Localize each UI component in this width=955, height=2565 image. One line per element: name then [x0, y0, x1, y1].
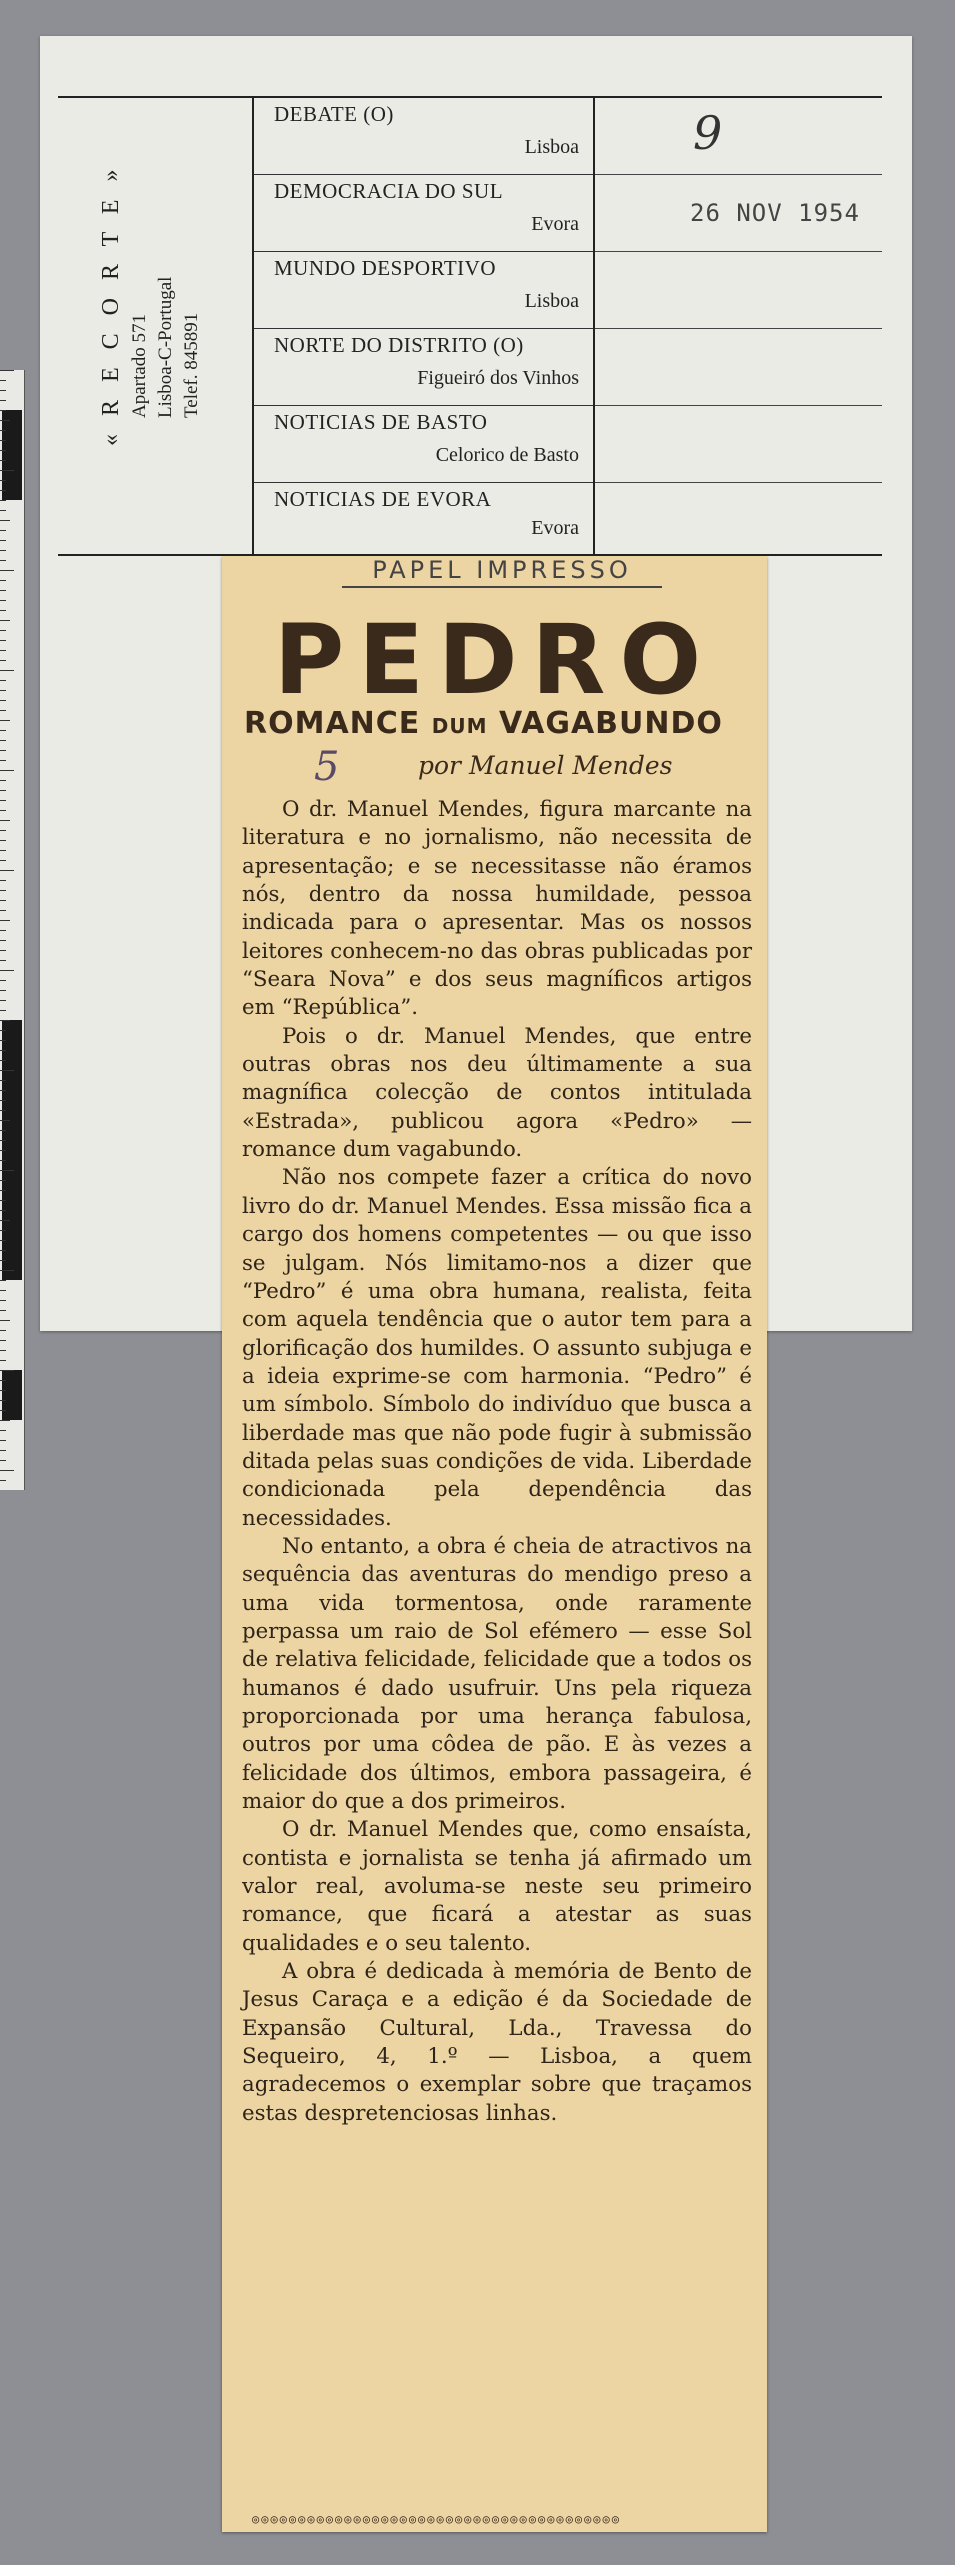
ruler-tick	[0, 980, 6, 981]
ruler-tick	[0, 1280, 6, 1281]
newspaper-row	[254, 252, 593, 329]
ruler-tick	[0, 570, 14, 571]
ruler-tick	[0, 1100, 6, 1101]
ruler-tick	[0, 1290, 6, 1291]
ruler-tick	[0, 1240, 6, 1241]
handwritten-number: 9	[693, 106, 723, 160]
newspaper-city: Evora	[531, 517, 579, 539]
article-paragraph: No entanto, a obra é cheia de atractivos na sequência das aventuras do mendigo preso a uma vida tormentosa, onde raramente perpassa um raio de Sol efémero — esse Sol de relativa felicidade, felicidade que a todos os humanos é dado usufruir. Uns pela riqueza proporcionada por uma herança fabulosa, outros por uma côdea de pão. E às vezes a felicidade dos últimos, embora passageira, é maior do que a dos primeiros.	[242, 1533, 752, 1815]
ruler-tick	[0, 450, 6, 451]
ruler-tick	[0, 580, 6, 581]
ruler-tick	[0, 1150, 6, 1151]
newspaper-name: NOTICIAS DE BASTO	[274, 410, 488, 434]
ruler-tick	[0, 510, 6, 511]
newspaper-row	[254, 329, 593, 406]
row-divider	[595, 405, 882, 406]
ruler-tick	[0, 370, 14, 371]
ruler-tick	[0, 1040, 6, 1041]
ruler-tick	[0, 600, 6, 601]
article-paragraph: O dr. Manuel Mendes que, como ensaísta, contista e jornalista se tenha já afirmado um valor real, avoluma-se neste seu primeiro romance, que ficará a atestar as suas qualidades e o seu talento.	[242, 1817, 752, 1956]
ruler-tick	[0, 540, 6, 541]
row-divider	[595, 328, 882, 329]
service-city: Lisboa-C-Portugal	[155, 276, 176, 418]
newspaper-row	[254, 98, 593, 175]
ruler-tick	[0, 680, 6, 681]
ruler-tick	[0, 610, 6, 611]
ruler-tick	[0, 790, 6, 791]
decorative-border: ◎◎◎◎◎◎◎◎◎◎◎◎◎◎◎◎◎◎◎◎◎◎◎◎◎◎◎◎◎◎◎◎◎◎◎◎◎◎◎◎	[252, 2512, 621, 2526]
clipping-service-address	[95, 86, 205, 446]
ruler-tick	[0, 1270, 14, 1271]
ruler-tick	[0, 1450, 6, 1451]
ruler-tick	[0, 1050, 6, 1051]
ruler-tick	[0, 480, 6, 481]
ruler-tick	[0, 530, 6, 531]
newspaper-name: DEMOCRACIA DO SUL	[274, 179, 504, 203]
ruler-tick	[0, 500, 6, 501]
ruler-tick	[0, 870, 14, 871]
date-stamp: 26 NOV 1954	[690, 199, 860, 227]
article-paragraph: Pois o dr. Manuel Mendes, que entre outras obras nos deu últimamente a sua magnífica colecção de contos intitulada «Estrada», publicou agora «Pedro» — romance dum vagabundo.	[242, 1023, 752, 1163]
ruler-tick	[0, 950, 6, 951]
subhead-part: VAGABUNDO	[487, 706, 723, 741]
ruler-tick	[0, 460, 6, 461]
subhead-part: ROMANCE	[244, 706, 432, 741]
ruler-tick	[0, 690, 6, 691]
pencil-mark: 5	[314, 744, 340, 790]
ruler-tick	[0, 1110, 6, 1111]
ruler-tick	[0, 1090, 6, 1091]
newspaper-row	[254, 483, 593, 553]
newspaper-row	[254, 406, 593, 483]
article-byline: por Manuel Mendes	[418, 751, 673, 780]
ruler-tick	[0, 750, 6, 751]
ruler-tick	[0, 630, 6, 631]
ruler-tick	[0, 1430, 6, 1431]
ruler-tick	[0, 1320, 10, 1321]
newspaper-clipping	[222, 556, 767, 2532]
ruler-tick	[0, 1190, 6, 1191]
article-paragraph: O dr. Manuel Mendes, figura marcante na literatura e no jornalismo, não necessita de apresentação; e se necessitasse não éramos nós, dentro da nossa humildade, pessoa indicada para o apresentar. Mas os nossos leitores conhecem-no das obras publicadas por “Seara Nova” e dos seus magníficos artigos em “República”.	[242, 797, 752, 1021]
article-headline: PEDRO	[273, 604, 716, 716]
section-label: PAPEL IMPRESSO	[342, 556, 662, 588]
ruler-tick	[0, 1440, 6, 1441]
ruler-tick	[0, 1020, 10, 1021]
ruler-tick	[0, 1300, 6, 1301]
ruler-tick	[0, 1310, 6, 1311]
ruler-tick	[0, 1200, 6, 1201]
subhead-part: DUM	[431, 714, 488, 738]
ruler-tick	[0, 830, 6, 831]
ruler-tick	[0, 730, 6, 731]
row-divider	[595, 174, 882, 175]
ruler-tick	[0, 590, 6, 591]
ruler-tick	[0, 1180, 6, 1181]
ruler-tick	[0, 1160, 6, 1161]
article-paragraph: Não nos compete fazer a crítica do novo livro do dr. Manuel Mendes. Essa missão fica a cargo dos homens competentes — ou que isso se julgam. Nós limitamo-nos a dizer que “Pedro” é uma obra humana, realista, feita com aquela tendência que o autor tem para a glorificação dos humildes. O assunto subjuga e a ideia exprime-se com harmonia. “Pedro” é um símbolo. Símbolo do indivíduo que busca a liberdade mas que não pode fugir à submissão ditada pelas suas condições de vida. Liberdade condicionada pela dependência das necessidades.	[242, 1165, 752, 1531]
ruler-tick	[0, 970, 14, 971]
ruler-tick	[0, 720, 10, 721]
ruler-tick	[0, 400, 6, 401]
ruler-tick	[0, 1410, 6, 1411]
ruler-tick	[0, 1390, 6, 1391]
ruler-tick	[0, 1420, 10, 1421]
article-paragraph: A obra é dedicada à memória de Bento de Jesus Caraça e a edição é da Sociedade de Expansão Cultural, Lda., Travessa do Sequeiro, 4, 1.º — Lisboa, a quem agradecemos o exemplar sobre que traçamos estas despretenciosas linhas.	[242, 1959, 752, 2126]
ruler-tick	[0, 1120, 10, 1121]
ruler-tick	[0, 640, 6, 641]
ruler-tick	[0, 1080, 6, 1081]
ruler-tick	[0, 1210, 6, 1211]
measuring-ruler	[0, 370, 25, 1490]
ruler-tick	[0, 670, 14, 671]
ruler-tick	[0, 390, 6, 391]
ruler-tick	[0, 920, 10, 921]
ruler-tick	[0, 1360, 6, 1361]
ruler-tick	[0, 650, 6, 651]
ruler-tick	[0, 1250, 6, 1251]
ruler-tick	[0, 1400, 6, 1401]
ruler-tick	[0, 1130, 6, 1131]
newspaper-name: MUNDO DESPORTIVO	[274, 256, 496, 280]
ruler-tick	[0, 820, 10, 821]
ruler-tick	[0, 560, 6, 561]
newspaper-city: Evora	[531, 213, 579, 235]
newspaper-row	[254, 175, 593, 252]
ruler-block	[2, 410, 22, 500]
row-divider	[595, 251, 882, 252]
ruler-tick	[0, 1030, 6, 1031]
newspaper-city: Lisboa	[524, 136, 579, 158]
ruler-tick	[0, 850, 6, 851]
ruler-block	[2, 1370, 22, 1420]
ruler-tick	[0, 1470, 14, 1471]
ruler-tick	[0, 800, 6, 801]
ruler-tick	[0, 930, 6, 931]
service-phone: Telef. 845891	[181, 312, 202, 418]
ruler-tick	[0, 380, 6, 381]
newspaper-city: Celorico de Basto	[435, 444, 579, 466]
ruler-tick	[0, 430, 6, 431]
ruler-tick	[0, 1220, 10, 1221]
ruler-tick	[0, 1340, 6, 1341]
ruler-tick	[0, 1010, 6, 1011]
ruler-tick	[0, 910, 6, 911]
ruler-tick	[0, 860, 6, 861]
ruler-tick	[0, 660, 6, 661]
ruler-tick	[0, 1170, 14, 1171]
ruler-tick	[0, 900, 6, 901]
article-body	[242, 796, 752, 2128]
ruler-tick	[0, 520, 10, 521]
ruler-tick	[0, 550, 6, 551]
ruler-tick	[0, 710, 6, 711]
ruler-tick	[0, 890, 6, 891]
ruler-tick	[0, 410, 6, 411]
ruler-tick	[0, 780, 6, 781]
ruler-tick	[0, 1070, 14, 1071]
ruler-tick	[0, 620, 10, 621]
newspaper-name: NOTICIAS DE EVORA	[274, 487, 492, 511]
ruler-tick	[0, 1350, 6, 1351]
ruler-tick	[0, 990, 6, 991]
ruler-tick	[0, 1060, 6, 1061]
row-divider	[595, 482, 882, 483]
ruler-tick	[0, 770, 14, 771]
ruler-tick	[0, 940, 6, 941]
ruler-tick	[0, 1260, 6, 1261]
ruler-tick	[0, 1140, 6, 1141]
card-divider	[593, 96, 595, 556]
newspaper-city: Figueiró dos Vinhos	[417, 367, 579, 389]
article-subhead	[244, 706, 723, 741]
ruler-tick	[0, 1230, 6, 1231]
ruler-tick	[0, 1370, 14, 1371]
service-name: « R E C O R T E »	[98, 163, 124, 446]
newspaper-city: Lisboa	[524, 290, 579, 312]
service-address: Apartado 571	[129, 314, 150, 418]
ruler-tick	[0, 1380, 6, 1381]
ruler-tick	[0, 760, 6, 761]
ruler-tick	[0, 840, 6, 841]
ruler-tick	[0, 1000, 6, 1001]
ruler-tick	[0, 700, 6, 701]
ruler-tick	[0, 1460, 6, 1461]
ruler-tick	[0, 420, 10, 421]
ruler-tick	[0, 960, 6, 961]
ruler-tick	[0, 810, 6, 811]
ruler-tick	[0, 740, 6, 741]
newspaper-name: NORTE DO DISTRITO (O)	[274, 333, 524, 357]
ruler-tick	[0, 1330, 6, 1331]
ruler-tick	[0, 490, 6, 491]
ruler-tick	[0, 440, 6, 441]
newspaper-name: DEBATE (O)	[274, 102, 394, 126]
ruler-tick	[0, 1480, 6, 1481]
ruler-tick	[0, 880, 6, 881]
ruler-tick	[0, 470, 14, 471]
